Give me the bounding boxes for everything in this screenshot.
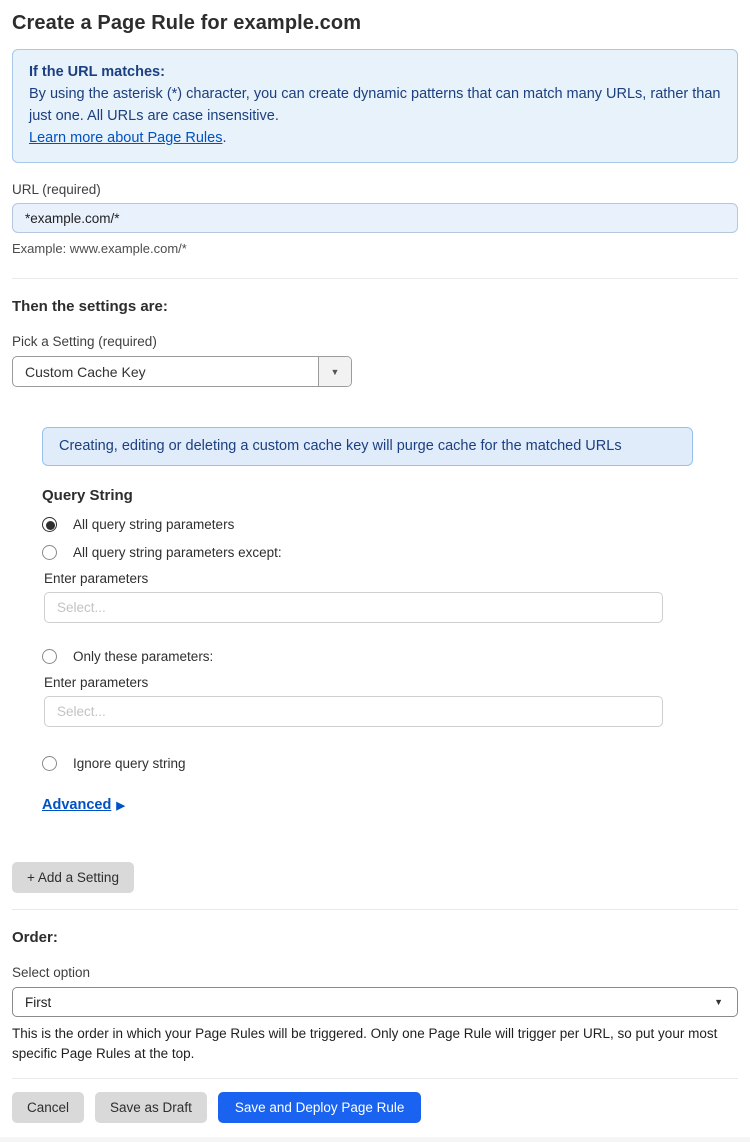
only-params-block [44, 675, 738, 727]
radio-all-params[interactable] [42, 517, 738, 532]
order-heading: Order: [12, 929, 58, 946]
except-params-label: Enter parameters [44, 571, 149, 586]
url-match-info-box [12, 49, 738, 163]
radio-all-params-except[interactable] [42, 545, 738, 560]
divider-before-footer [12, 1078, 738, 1079]
add-setting-button[interactable]: + Add a Setting [12, 862, 134, 893]
chevron-down-icon: ▼ [714, 997, 723, 1007]
pick-setting-label: Pick a Setting (required) [12, 334, 157, 349]
learn-more-link[interactable]: Learn more about Page Rules [29, 130, 223, 146]
divider-after-settings [12, 909, 738, 910]
order-select-value: First [25, 994, 52, 1010]
save-deploy-button[interactable]: Save and Deploy Page Rule [218, 1092, 422, 1123]
settings-heading: Then the settings are: [12, 298, 168, 315]
pick-setting-arrow-box[interactable] [318, 357, 351, 386]
radio-ignore-label: Ignore query string [73, 756, 186, 771]
info-box-body: By using the asterisk (*) character, you can create dynamic patterns that can match many URLs, rather than just one. All URLs are case insensitive. [29, 86, 721, 124]
info-box-link-line [29, 127, 721, 149]
order-help-text: This is the order in which your Page Rules will be triggered. Only one Page Rule will trigger per URL, so put your most specific Page Rules at the top. [12, 1026, 718, 1061]
url-input[interactable] [12, 203, 738, 233]
except-params-input[interactable] [44, 592, 663, 623]
info-box-heading: If the URL matches: [29, 64, 165, 80]
order-select-label: Select option [12, 965, 91, 980]
divider-after-url [12, 278, 738, 279]
radio-button-icon[interactable] [42, 756, 57, 771]
radio-only-params-label: Only these parameters: [73, 649, 214, 664]
radio-ignore-query-string[interactable] [42, 756, 738, 771]
url-field-example: Example: www.example.com/* [12, 241, 187, 256]
cache-key-notice: Creating, editing or deleting a custom cache key will purge cache for the matched URLs [42, 427, 693, 466]
url-field-label: URL (required) [12, 182, 101, 197]
link-period: . [222, 130, 227, 146]
radio-button-icon[interactable] [42, 649, 57, 664]
bottom-band [0, 1137, 750, 1142]
radio-button-icon[interactable] [42, 545, 57, 560]
only-params-label: Enter parameters [44, 675, 149, 690]
footer-actions [12, 1092, 738, 1123]
radio-all-params-except-label: All query string parameters except: [73, 545, 282, 560]
chevron-down-icon: ▼ [330, 366, 340, 377]
only-params-input[interactable] [44, 696, 663, 727]
radio-all-params-label: All query string parameters [73, 517, 235, 532]
query-string-heading: Query String [42, 487, 133, 504]
cancel-button[interactable]: Cancel [12, 1092, 84, 1123]
advanced-link[interactable] [42, 797, 125, 813]
pick-setting-select[interactable] [12, 356, 352, 387]
pick-setting-value: Custom Cache Key [25, 363, 146, 380]
page-rule-form [0, 12, 750, 1123]
advanced-row [42, 771, 738, 814]
save-draft-button[interactable]: Save as Draft [95, 1092, 207, 1123]
radio-only-params[interactable] [42, 649, 738, 664]
advanced-link-label: Advanced [42, 797, 112, 813]
page-title: Create a Page Rule for example.com [12, 12, 362, 34]
radio-button-icon[interactable] [42, 517, 57, 532]
except-params-block [44, 571, 738, 623]
order-select[interactable] [12, 987, 738, 1017]
triangle-right-icon: ▶ [116, 799, 125, 812]
